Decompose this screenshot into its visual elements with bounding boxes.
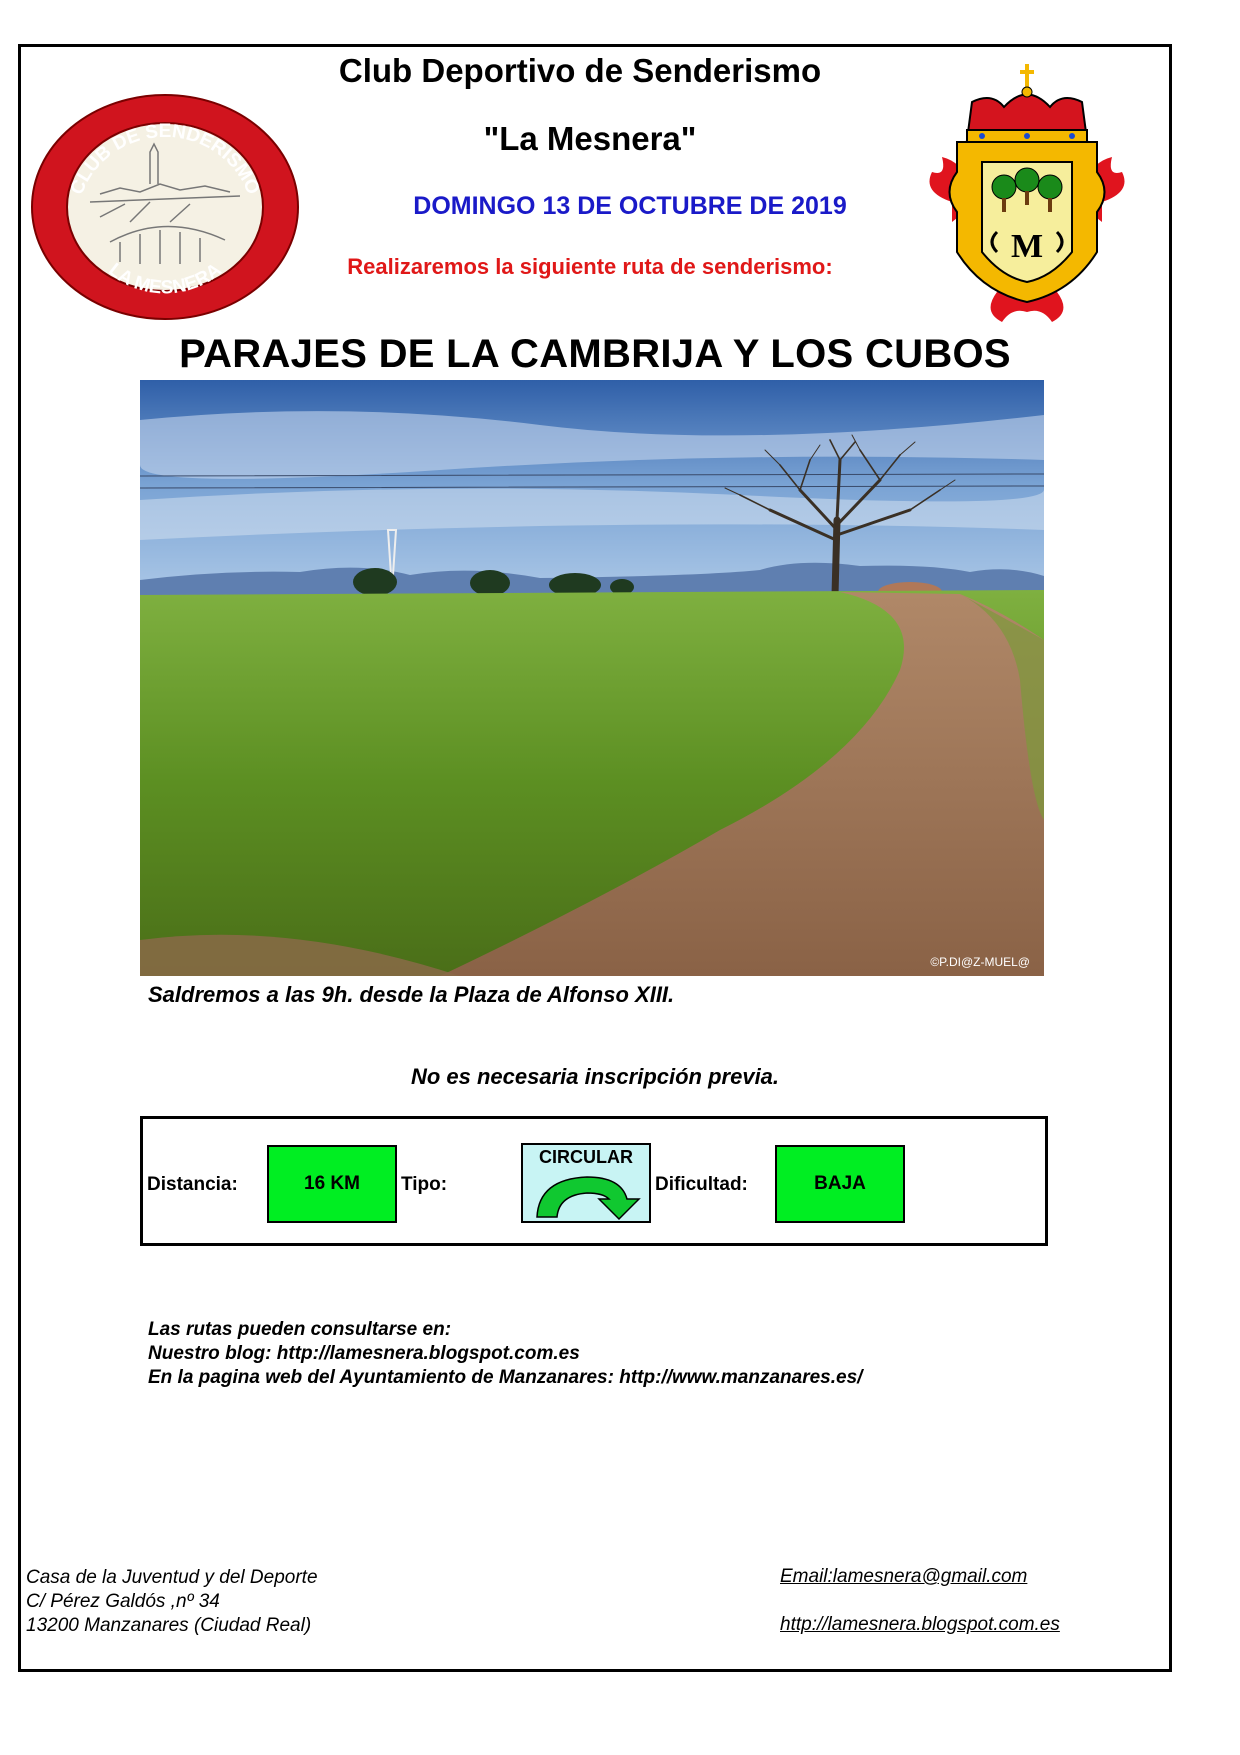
address-line-1: Casa de la Juventud y del Deporte [26,1567,318,1588]
distance-badge: 16 KM [267,1145,397,1223]
blog-link-line[interactable]: Nuestro blog: http://lamesnera.blogspot.com.es [148,1343,580,1364]
links-intro: Las rutas pueden consultarse en: [148,1319,452,1340]
club-title: Club Deportivo de Senderismo [338,52,822,89]
crest-letter: M [1010,228,1044,265]
type-label: Tipo: [401,1174,448,1195]
municipal-crest [912,62,1142,327]
difficulty-label: Dificultad: [655,1174,748,1195]
type-badge [521,1143,651,1223]
difficulty-badge: BAJA [775,1145,905,1223]
club-logo [30,92,300,327]
route-details-box [140,1116,1048,1246]
footer-blog-link[interactable]: http://lamesnera.blogspot.com.es [780,1614,1060,1635]
route-links [148,1318,862,1390]
address-line-3: 13200 Manzanares (Ciudad Real) [26,1615,312,1636]
footer-address [26,1566,318,1638]
municipal-crest-icon [912,62,1142,322]
route-intro: Realizaremos la siguiente ruta de senderismo: [347,254,833,279]
registration-note: No es necesaria inscripción previa. [410,1064,780,1089]
footer-email-link[interactable]: Email:lamesnera@gmail.com [780,1566,1028,1587]
club-name: "La Mesnera" [483,120,697,157]
type-value: CIRCULAR [539,1147,633,1167]
circular-arrow-icon [529,1165,647,1221]
distance-label: Distancia: [147,1174,238,1195]
address-line-2: C/ Pérez Galdós ,nº 34 [26,1591,220,1612]
photo-credit: ©P.DI@Z-MUEL@ [930,955,1030,969]
route-photo [140,380,1044,976]
logo-text-bottom: LA MESNERA [104,259,226,299]
departure-info: Saldremos a las 9h. desde la Plaza de Alfonso XIII. [148,982,675,1007]
council-link-line[interactable]: En la pagina web del Ayuntamiento de Manzanares: http://www.manzanares.es/ [148,1367,863,1388]
logo-text-top: CLUB DE SENDERISMO [66,120,264,198]
club-logo-icon [30,92,300,322]
route-title: PARAJES DE LA CAMBRIJA Y LOS CUBOS [179,332,1011,376]
event-date: DOMINGO 13 DE OCTUBRE DE 2019 [413,192,847,220]
